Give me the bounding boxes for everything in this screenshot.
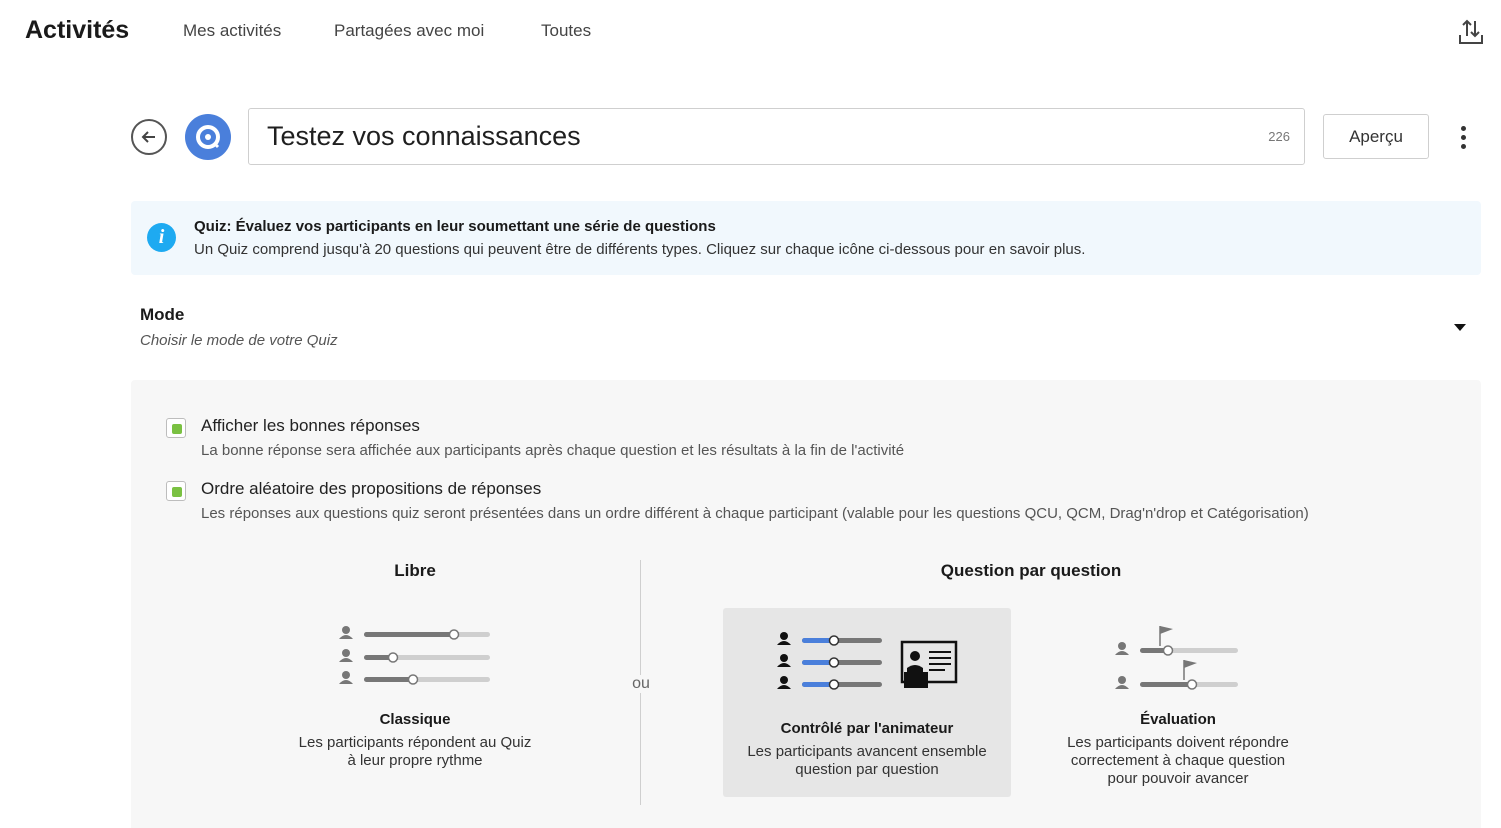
back-button[interactable] bbox=[131, 119, 167, 155]
caret-down-icon bbox=[1454, 324, 1466, 331]
card-description: Les participants doivent répondre bbox=[1067, 734, 1289, 751]
top-navigation bbox=[0, 0, 1501, 62]
info-banner bbox=[131, 201, 1481, 275]
option-description: La bonne réponse sera affichée aux participants après chaque question et les résultats à la fin de l'activité bbox=[201, 442, 905, 459]
character-counter: 226 bbox=[1268, 129, 1290, 144]
libre-title: Libre bbox=[394, 561, 436, 580]
card-description: correctement à chaque question bbox=[1070, 752, 1286, 769]
classique-progress-icon bbox=[335, 620, 500, 690]
card-description: Les participants avancent ensemble bbox=[747, 743, 987, 760]
card-description: à leur propre rythme bbox=[347, 752, 483, 769]
tab-shared-with-me[interactable]: Partagées avec moi bbox=[334, 21, 485, 40]
card-description: question par question bbox=[795, 761, 939, 778]
quiz-icon bbox=[195, 124, 221, 150]
mode-card-classique[interactable] bbox=[275, 610, 555, 780]
arrow-left-icon bbox=[140, 128, 158, 146]
tab-my-activities[interactable]: Mes activités bbox=[183, 21, 282, 40]
mode-section-toggle[interactable] bbox=[131, 295, 1481, 365]
mode-card-evaluation[interactable] bbox=[1043, 610, 1313, 800]
card-description: pour pouvoir avancer bbox=[1107, 770, 1249, 787]
export-button[interactable] bbox=[1455, 16, 1487, 48]
tab-all[interactable]: Toutes bbox=[541, 21, 592, 40]
mode-title: Mode bbox=[140, 305, 185, 324]
quiz-activity-icon bbox=[185, 114, 231, 160]
option-label: Ordre aléatoire des propositions de réponses bbox=[201, 479, 542, 498]
question-par-question-title: Question par question bbox=[940, 561, 1122, 580]
option-description: Les réponses aux questions quiz seront présentées dans un ordre différent à chaque participant (valable pour les questions QCU, QCM, Drag'n'drop et Catégorisation) bbox=[201, 505, 1309, 522]
more-dot bbox=[1461, 144, 1466, 149]
upload-export-icon bbox=[1455, 16, 1487, 48]
card-name: Évaluation bbox=[1140, 711, 1216, 728]
info-title: Quiz: Évaluez vos participants en leur soumettant une série de questions bbox=[194, 218, 716, 235]
more-dot bbox=[1461, 135, 1466, 140]
show-correct-answers-checkbox[interactable] bbox=[166, 418, 186, 438]
preview-button[interactable]: Aperçu bbox=[1323, 114, 1429, 159]
activity-title-input[interactable] bbox=[249, 121, 1209, 152]
evaluation-progress-icon bbox=[1111, 622, 1246, 692]
card-description: Les participants répondent au Quiz bbox=[298, 734, 532, 751]
more-options-button[interactable] bbox=[1452, 122, 1474, 152]
mode-card-controle-animateur[interactable] bbox=[723, 608, 1011, 797]
random-order-checkbox[interactable] bbox=[166, 481, 186, 501]
card-name: Classique bbox=[379, 711, 451, 728]
info-text: Un Quiz comprend jusqu'à 20 questions qui peuvent être de différents types. Cliquez sur chaque icône ci-dessous pour en savoir plus. bbox=[194, 241, 1086, 258]
activity-title-field[interactable] bbox=[248, 108, 1305, 165]
animator-controlled-icon bbox=[773, 630, 963, 700]
more-dots-icon bbox=[1461, 126, 1466, 131]
option-label: Afficher les bonnes réponses bbox=[201, 416, 420, 435]
card-name: Contrôlé par l'animateur bbox=[780, 720, 954, 737]
app-title: Activités bbox=[25, 16, 130, 44]
info-icon: i bbox=[147, 223, 176, 252]
mode-subtitle: Choisir le mode de votre Quiz bbox=[140, 332, 338, 349]
mode-settings-panel bbox=[131, 380, 1481, 828]
or-separator: ou bbox=[621, 675, 661, 693]
